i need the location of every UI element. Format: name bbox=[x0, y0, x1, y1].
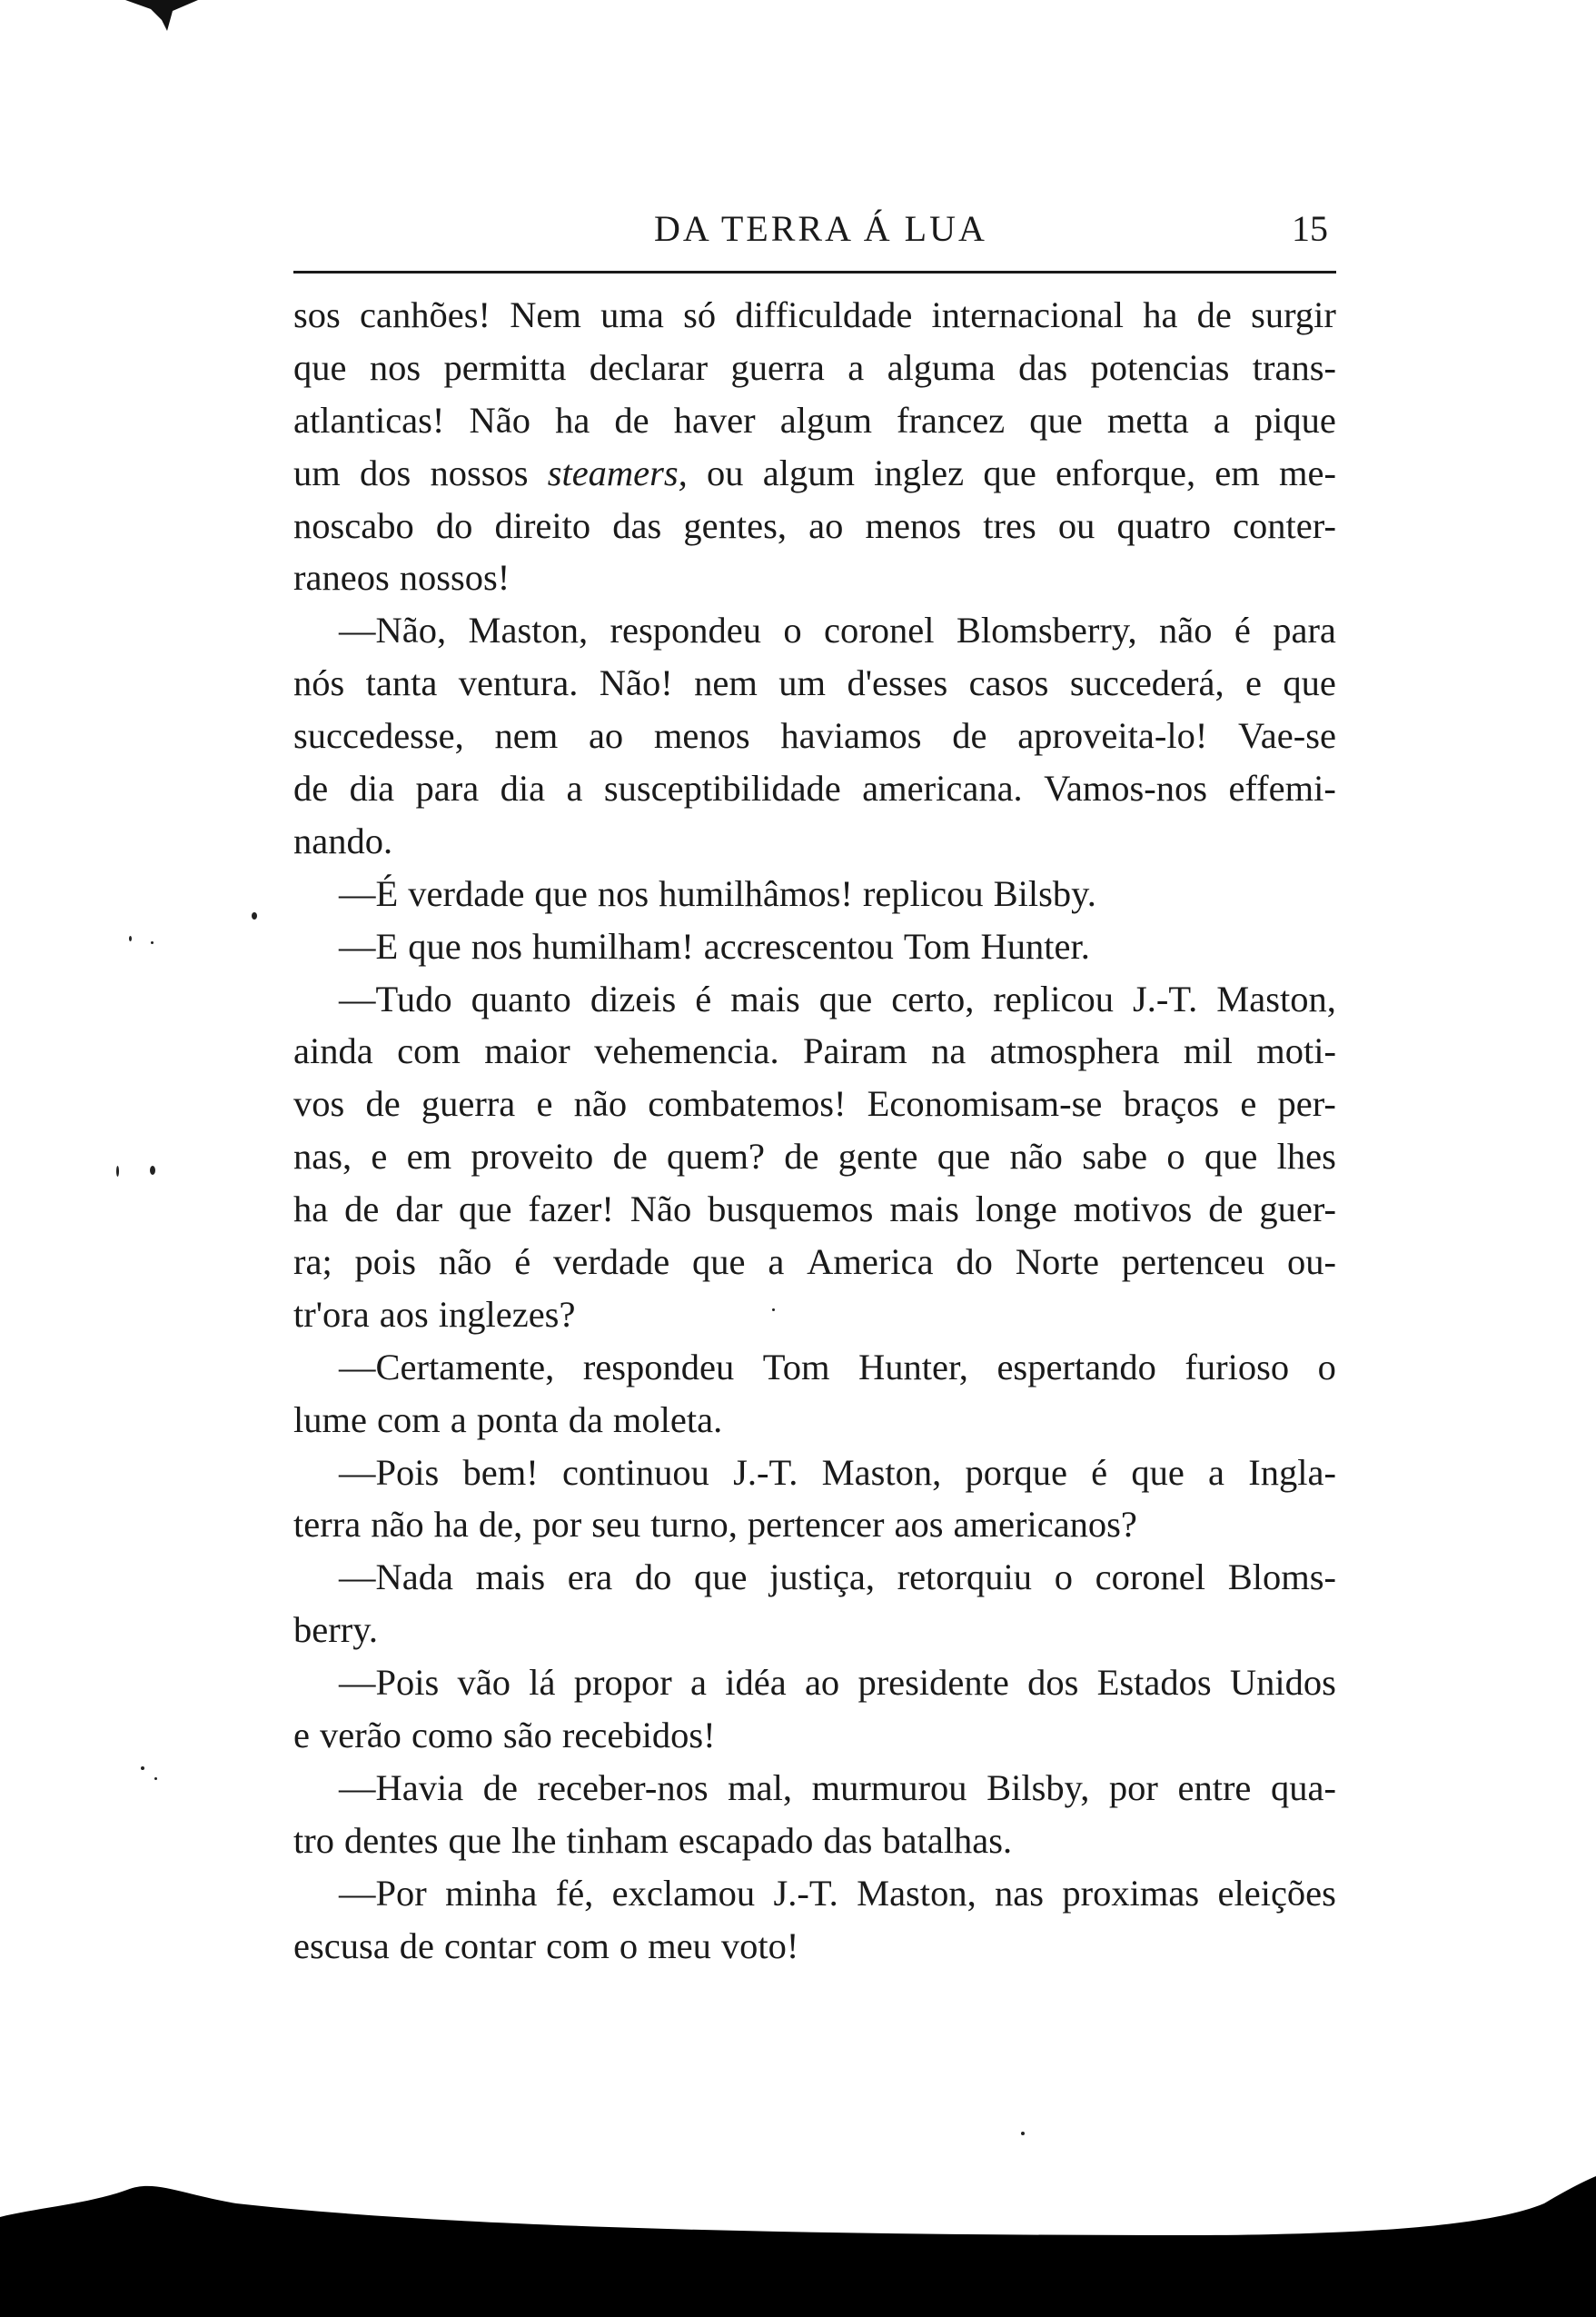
text-line: vos de guerra e não combatemos! Economisam-se braços e per- bbox=[293, 1083, 1336, 1125]
text-line: ha de dar que fazer! Não busquemos mais longe motivos de guer- bbox=[293, 1188, 1336, 1230]
scan-speck bbox=[154, 1777, 157, 1780]
text-line: —Tudo quanto dizeis é mais que certo, replicou J.-T. Maston, bbox=[339, 978, 1336, 1019]
text-line: —Pois vão lá propor a idéa ao presidente dos Estados Unidos bbox=[339, 1662, 1336, 1704]
page-number: 15 bbox=[1292, 208, 1328, 249]
text-line: um dos nossos steamers, ou algum inglez que enforque, em me- bbox=[293, 452, 1336, 493]
text-line: de dia para dia a susceptibilidade americana. Vamos-nos effemi- bbox=[293, 768, 1336, 810]
scan-speck bbox=[150, 1166, 155, 1175]
header-rule bbox=[293, 271, 1336, 273]
scan-speck bbox=[129, 936, 132, 941]
text-line: —E que nos humilham! accrescentou Tom Hunter. bbox=[339, 925, 1090, 967]
text-line: raneos nossos! bbox=[293, 557, 511, 599]
text-line: —Havia de receber-nos mal, murmurou Bilsby, por entre qua- bbox=[339, 1766, 1336, 1808]
text-line: succedesse, nem ao menos haviamos de aproveita-lo! Vae-se bbox=[293, 715, 1336, 757]
running-title: DA TERRA Á LUA bbox=[654, 208, 987, 249]
text-line: —É verdade que nos humilhâmos! replicou Bilsby. bbox=[339, 872, 1096, 914]
scan-speck bbox=[772, 1308, 775, 1311]
text-line: nas, e em proveito de quem? de gente que não sabe o que lhes bbox=[293, 1136, 1336, 1178]
scan-speck bbox=[116, 1166, 119, 1177]
text-line: —Nada mais era do que justiça, retorquiu o coronel Bloms- bbox=[339, 1556, 1336, 1598]
text-line: sos canhões! Nem uma só difficuldade internacional ha de surgir bbox=[293, 294, 1336, 335]
text-line: que nos permitta declarar guerra a alguma das potencias trans- bbox=[293, 346, 1336, 388]
text-line: ra; pois não é verdade que a America do Norte pertenceu ou- bbox=[293, 1241, 1336, 1283]
text-line: nós tanta ventura. Não! nem um d'esses casos succederá, e que bbox=[293, 662, 1336, 704]
text-line: tr'ora aos inglezes? bbox=[293, 1293, 576, 1335]
text-line: noscabo do direito das gentes, ao menos tres ou quatro conter- bbox=[293, 504, 1336, 546]
scan-speck bbox=[141, 1766, 144, 1770]
text-line: atlanticas! Não ha de haver algum francez que metta a pique bbox=[293, 399, 1336, 441]
body-text bbox=[293, 289, 1336, 1973]
text-line: berry. bbox=[293, 1609, 378, 1651]
text-line: —Não, Maston, respondeu o coronel Blomsberry, não é para bbox=[339, 610, 1336, 651]
text-line: —Por minha fé, exclamou J.-T. Maston, nas proximas eleições bbox=[339, 1872, 1336, 1914]
text-line: e verão como são recebidos! bbox=[293, 1715, 716, 1756]
text-line: —Certamente, respondeu Tom Hunter, espertando furioso o bbox=[339, 1346, 1336, 1387]
scan-corner-mark bbox=[125, 0, 198, 55]
text-line: ainda com maior vehemencia. Pairam na atmosphera mil moti- bbox=[293, 1030, 1336, 1072]
text-line: —Pois bem! continuou J.-T. Maston, porque é que a Ingla- bbox=[339, 1451, 1336, 1493]
text-line: terra não ha de, por seu turno, pertencer aos americanos? bbox=[293, 1504, 1137, 1546]
text-line: lume com a ponta da moleta. bbox=[293, 1398, 723, 1440]
scan-speck bbox=[252, 912, 257, 920]
scan-speck bbox=[151, 941, 154, 944]
scan-bottom-shadow bbox=[0, 1890, 1596, 2317]
text-line: escusa de contar com o meu voto! bbox=[293, 1924, 799, 1966]
text-line: nando. bbox=[293, 820, 393, 861]
text-line: tro dentes que lhe tinham escapado das batalhas. bbox=[293, 1819, 1013, 1861]
